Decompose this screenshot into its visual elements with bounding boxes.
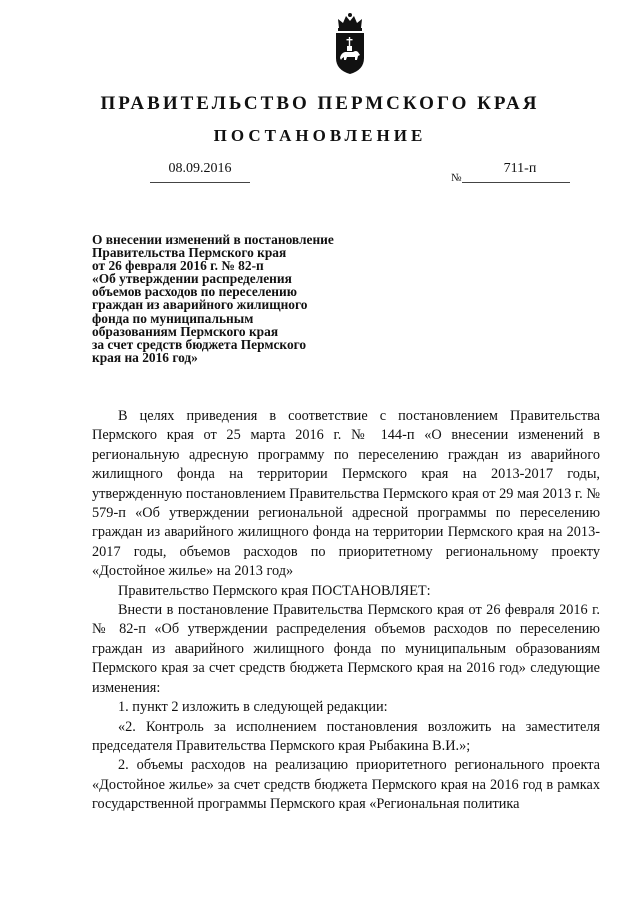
document-subject: [92, 233, 392, 364]
document-type: ПОСТАНОВЛЕНИЕ: [213, 126, 427, 145]
subject-line: фонда по муниципальным: [92, 310, 254, 326]
date-underline: [150, 182, 250, 183]
subject-line: от 26 февраля 2016 г. № 82-п: [92, 258, 264, 274]
subject-line: Правительства Пермского края: [92, 245, 287, 261]
government-title: ПРАВИТЕЛЬСТВО ПЕРМСКОГО КРАЯ: [100, 93, 540, 114]
body-paragraph: Внести в постановление Правительства Пермского края от 26 февраля 2016 г. № 82-п «Об утверждении распределения объемов расходов по переселению граждан из аварийного жилищного фонда по муниципальным образованиям Пермского края за счет средств бюджета Пермского края на 2016 год» следующие изменения:: [92, 602, 600, 696]
body-paragraph: В целях приведения в соответствие с постановлением Правительства Пермского края от 25 марта 2016 г. № 144-п «О внесении изменений в региональную адресную программу по переселению граждан из аварийного жилищного фонда на территории Пермского края на 2013-2017 годы, утвержденную постановлением Правительства Пермского края от 29 мая 2013 г. № 579-п «Об утверждении региональной адресной программы по переселению граждан из аварийного жилищного фонда на территории Пермского края на 2013-2017 годы, объемов расходов по приоритетному региональному проекту «Достойное жилье» на 2013 год»: [92, 408, 600, 580]
body-paragraph: Правительство Пермского края ПОСТАНОВЛЯЕТ:: [118, 582, 431, 599]
body-paragraph: «2. Контроль за исполнением постановления возложить на заместителя председателя Правительства Пермского края Рыбакина В.И.»;: [92, 718, 600, 754]
document-number: 711-п: [503, 161, 537, 176]
number-sign: №: [451, 172, 462, 184]
subject-line: образованиям Пермского края: [92, 323, 279, 339]
document-body: [92, 407, 600, 815]
subject-line: объемов расходов по переселению: [92, 284, 297, 300]
subject-line: «Об утверждении распределения: [92, 271, 292, 287]
number-underline: [462, 182, 570, 183]
body-paragraph: 1. пункт 2 изложить в следующей редакции:: [118, 699, 388, 716]
subject-line: О внесении изменений в постановление: [92, 232, 334, 247]
document-date: 08.09.2016: [168, 161, 232, 176]
subject-line: за счет средств бюджета Пермского: [92, 336, 307, 352]
perm-krai-coat-of-arms-icon: [330, 12, 370, 76]
subject-line: края на 2016 год»: [92, 349, 198, 365]
subject-line: граждан из аварийного жилищного: [92, 297, 308, 313]
body-paragraph: 2. объемы расходов на реализацию приоритетного регионального проекта «Достойное жилье» за счет средств бюджета Пермского края на 2016 год в рамках государственной программы Пермского края «Региональная политика: [92, 757, 600, 813]
